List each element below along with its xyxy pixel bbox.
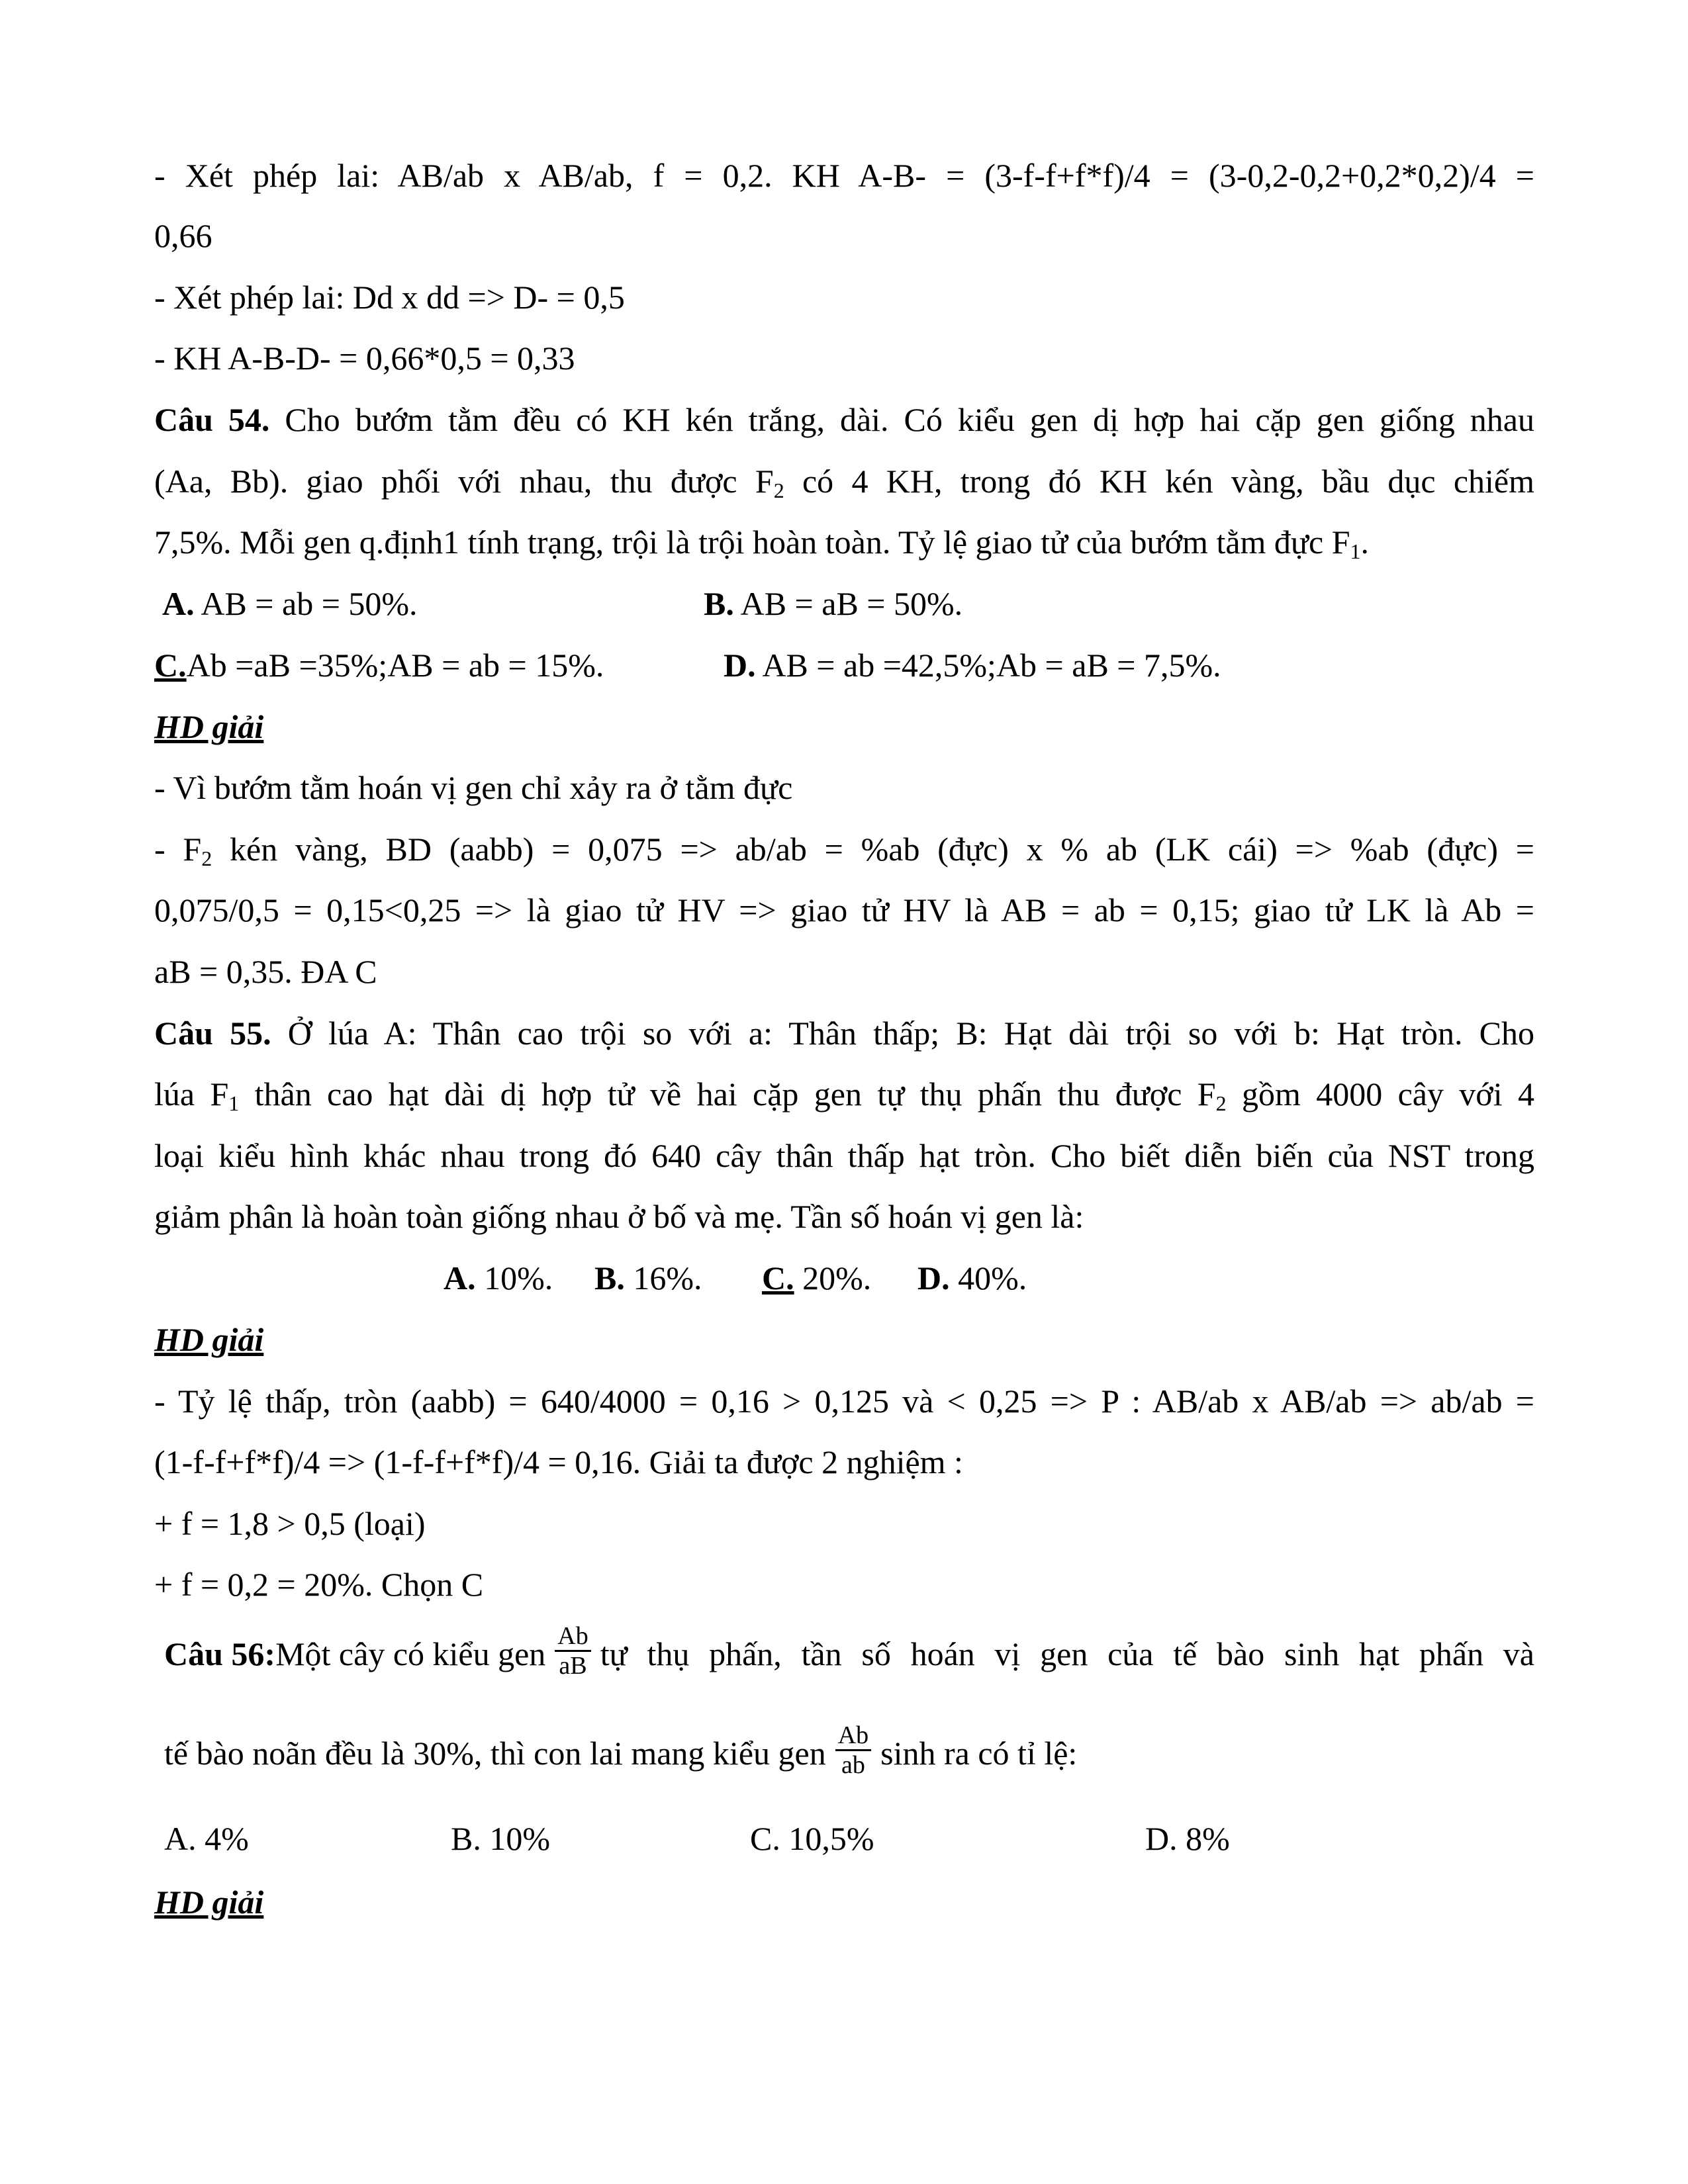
option-text: AB = ab = 50%. bbox=[194, 585, 418, 622]
option-label-correct: C. bbox=[762, 1259, 794, 1297]
option-label: D. bbox=[917, 1259, 950, 1297]
solution-text: - F bbox=[154, 831, 202, 868]
option-label: D. bbox=[724, 647, 756, 684]
option-label: B. bbox=[704, 585, 734, 622]
solution-line: + f = 0,2 = 20%. Chọn C bbox=[154, 1566, 484, 1603]
question-text: Ở lúa A: Thân cao trội so với a: Thân thấp; B: Hạt dài trội so với b: Hạt tròn. Cho bbox=[271, 1015, 1535, 1052]
fraction-numerator: Ab bbox=[835, 1721, 871, 1751]
option-label: A. bbox=[162, 585, 195, 622]
question-text: Cho bướm tằm đều có KH kén trắng, dài. Có kiểu gen dị hợp hai cặp gen giống nhau bbox=[269, 401, 1535, 438]
option-text: AB = aB = 50%. bbox=[733, 585, 963, 622]
solution-heading: HD giải bbox=[154, 1884, 264, 1921]
question-56-prefix bbox=[164, 1622, 600, 1682]
question-text: tế bào noãn đều là 30%, thì con lai mang kiểu gen bbox=[164, 1734, 826, 1772]
question-54-line bbox=[154, 461, 1534, 501]
option-a bbox=[444, 1258, 553, 1298]
option-c bbox=[762, 1258, 871, 1298]
question-55-line: loại kiểu hình khác nhau trong đó 640 cây thân thấp hạt tròn. Cho biết diễn biến của NST trong bbox=[154, 1137, 1534, 1174]
solution-line: - KH A-B-D- = 0,66*0,5 = 0,33 bbox=[154, 340, 575, 377]
question-56-line bbox=[164, 1622, 1534, 1682]
solution-heading: HD giải bbox=[154, 708, 264, 745]
option-text: Ab =aB =35%;AB = ab = 15%. bbox=[186, 647, 604, 684]
fraction-denominator: ab bbox=[841, 1751, 865, 1779]
solution-text: kén vàng, BD (aabb) = 0,075 => ab/ab = %ab (đực) x % ab (LK cái) => %ab (đực) = bbox=[212, 831, 1534, 868]
subscript: 2 bbox=[201, 846, 212, 870]
question-56-label: Câu 56: bbox=[164, 1635, 276, 1672]
solution-line bbox=[154, 829, 1534, 869]
option-a bbox=[162, 584, 418, 623]
solution-line: - Vì bướm tằm hoán vị gen chỉ xảy ra ở tằm đực bbox=[154, 769, 793, 806]
question-text: 7,5%. Mỗi gen q.định1 tính trạng, trội là trội hoàn toàn. Tỷ lệ giao tử của bướm tằm đực F bbox=[154, 523, 1350, 561]
question-text: lúa F bbox=[154, 1075, 229, 1113]
solution-line: - Tỷ lệ thấp, tròn (aabb) = 640/4000 = 0,16 > 0,125 và < 0,25 => P : AB/ab x AB/ab => ab/ab = bbox=[154, 1383, 1534, 1420]
question-text: gồm 4000 cây với 4 bbox=[1226, 1075, 1534, 1113]
genotype-fraction bbox=[835, 1721, 871, 1779]
option-text: 16%. bbox=[624, 1259, 702, 1297]
solution-line: + f = 1,8 > 0,5 (loại) bbox=[154, 1505, 426, 1542]
question-55-line: giảm phân là hoàn toàn giống nhau ở bố và mẹ. Tần số hoán vị gen là: bbox=[154, 1198, 1084, 1235]
option-text: 10%. bbox=[475, 1259, 553, 1297]
question-54-label: Câu 54. bbox=[154, 401, 270, 438]
solution-line: - Xét phép lai: Dd x dd => D- = 0,5 bbox=[154, 279, 625, 316]
solution-line: 0,66 bbox=[154, 217, 212, 254]
option-label-correct: C. bbox=[154, 647, 187, 684]
option-d: D. 8% bbox=[1145, 1820, 1230, 1857]
solution-heading: HD giải bbox=[154, 1321, 264, 1358]
question-55-label: Câu 55. bbox=[154, 1015, 271, 1052]
solution-line: (1-f-f+f*f)/4 => (1-f-f+f*f)/4 = 0,16. Giải ta được 2 nghiệm : bbox=[154, 1443, 963, 1480]
question-text: có 4 KH, trong đó KH kén vàng, bầu dục chiếm bbox=[784, 463, 1534, 500]
solution-line: aB = 0,35. ĐA C bbox=[154, 953, 377, 990]
option-label: A. bbox=[444, 1259, 476, 1297]
solution-line: - Xét phép lai: AB/ab x AB/ab, f = 0,2. KH A-B- = (3-f-f+f*f)/4 = (3-0,2-0,2+0,2*0,2)/4 = bbox=[154, 157, 1534, 194]
option-d bbox=[917, 1258, 1027, 1298]
question-55-line bbox=[154, 1074, 1534, 1114]
option-text: 40%. bbox=[949, 1259, 1027, 1297]
question-text: thân cao hạt dài dị hợp tử về hai cặp gen tự thụ phấn thu được F bbox=[239, 1075, 1216, 1113]
question-55-line bbox=[154, 1013, 1534, 1053]
solution-line: 0,075/0,5 = 0,15<0,25 => là giao tử HV => giao tử HV là AB = ab = 0,15; giao tử LK là Ab = bbox=[154, 891, 1534, 929]
question-text: . bbox=[1360, 523, 1370, 561]
question-54-line bbox=[154, 400, 1534, 439]
option-text: AB = ab =42,5%;Ab = aB = 7,5%. bbox=[755, 647, 1221, 684]
fraction-denominator: aB bbox=[559, 1652, 587, 1680]
question-text: (Aa, Bb). giao phối với nhau, thu được F bbox=[154, 463, 774, 500]
question-text: tự thụ phấn, tần số hoán vị gen của tế bào sinh hạt phấn và bbox=[600, 1635, 1534, 1672]
option-text: 20%. bbox=[794, 1259, 872, 1297]
subscript: 1 bbox=[1350, 539, 1361, 563]
option-a: A. 4% bbox=[164, 1820, 249, 1857]
option-d bbox=[724, 645, 1221, 685]
subscript: 2 bbox=[1215, 1091, 1227, 1115]
fraction-numerator: Ab bbox=[555, 1622, 590, 1652]
question-56-line bbox=[164, 1721, 1544, 1782]
option-c: C. 10,5% bbox=[750, 1820, 874, 1857]
subscript: 2 bbox=[773, 478, 784, 502]
option-b bbox=[594, 1258, 702, 1298]
genotype-fraction bbox=[555, 1622, 590, 1680]
option-b bbox=[704, 584, 962, 623]
option-b: B. 10% bbox=[451, 1820, 550, 1857]
question-text: sinh ra có tỉ lệ: bbox=[880, 1734, 1078, 1772]
question-54-line bbox=[154, 522, 1534, 562]
option-c bbox=[154, 645, 604, 685]
option-label: B. bbox=[594, 1259, 625, 1297]
question-text: Một cây có kiểu gen bbox=[275, 1635, 546, 1672]
subscript: 1 bbox=[228, 1091, 240, 1115]
